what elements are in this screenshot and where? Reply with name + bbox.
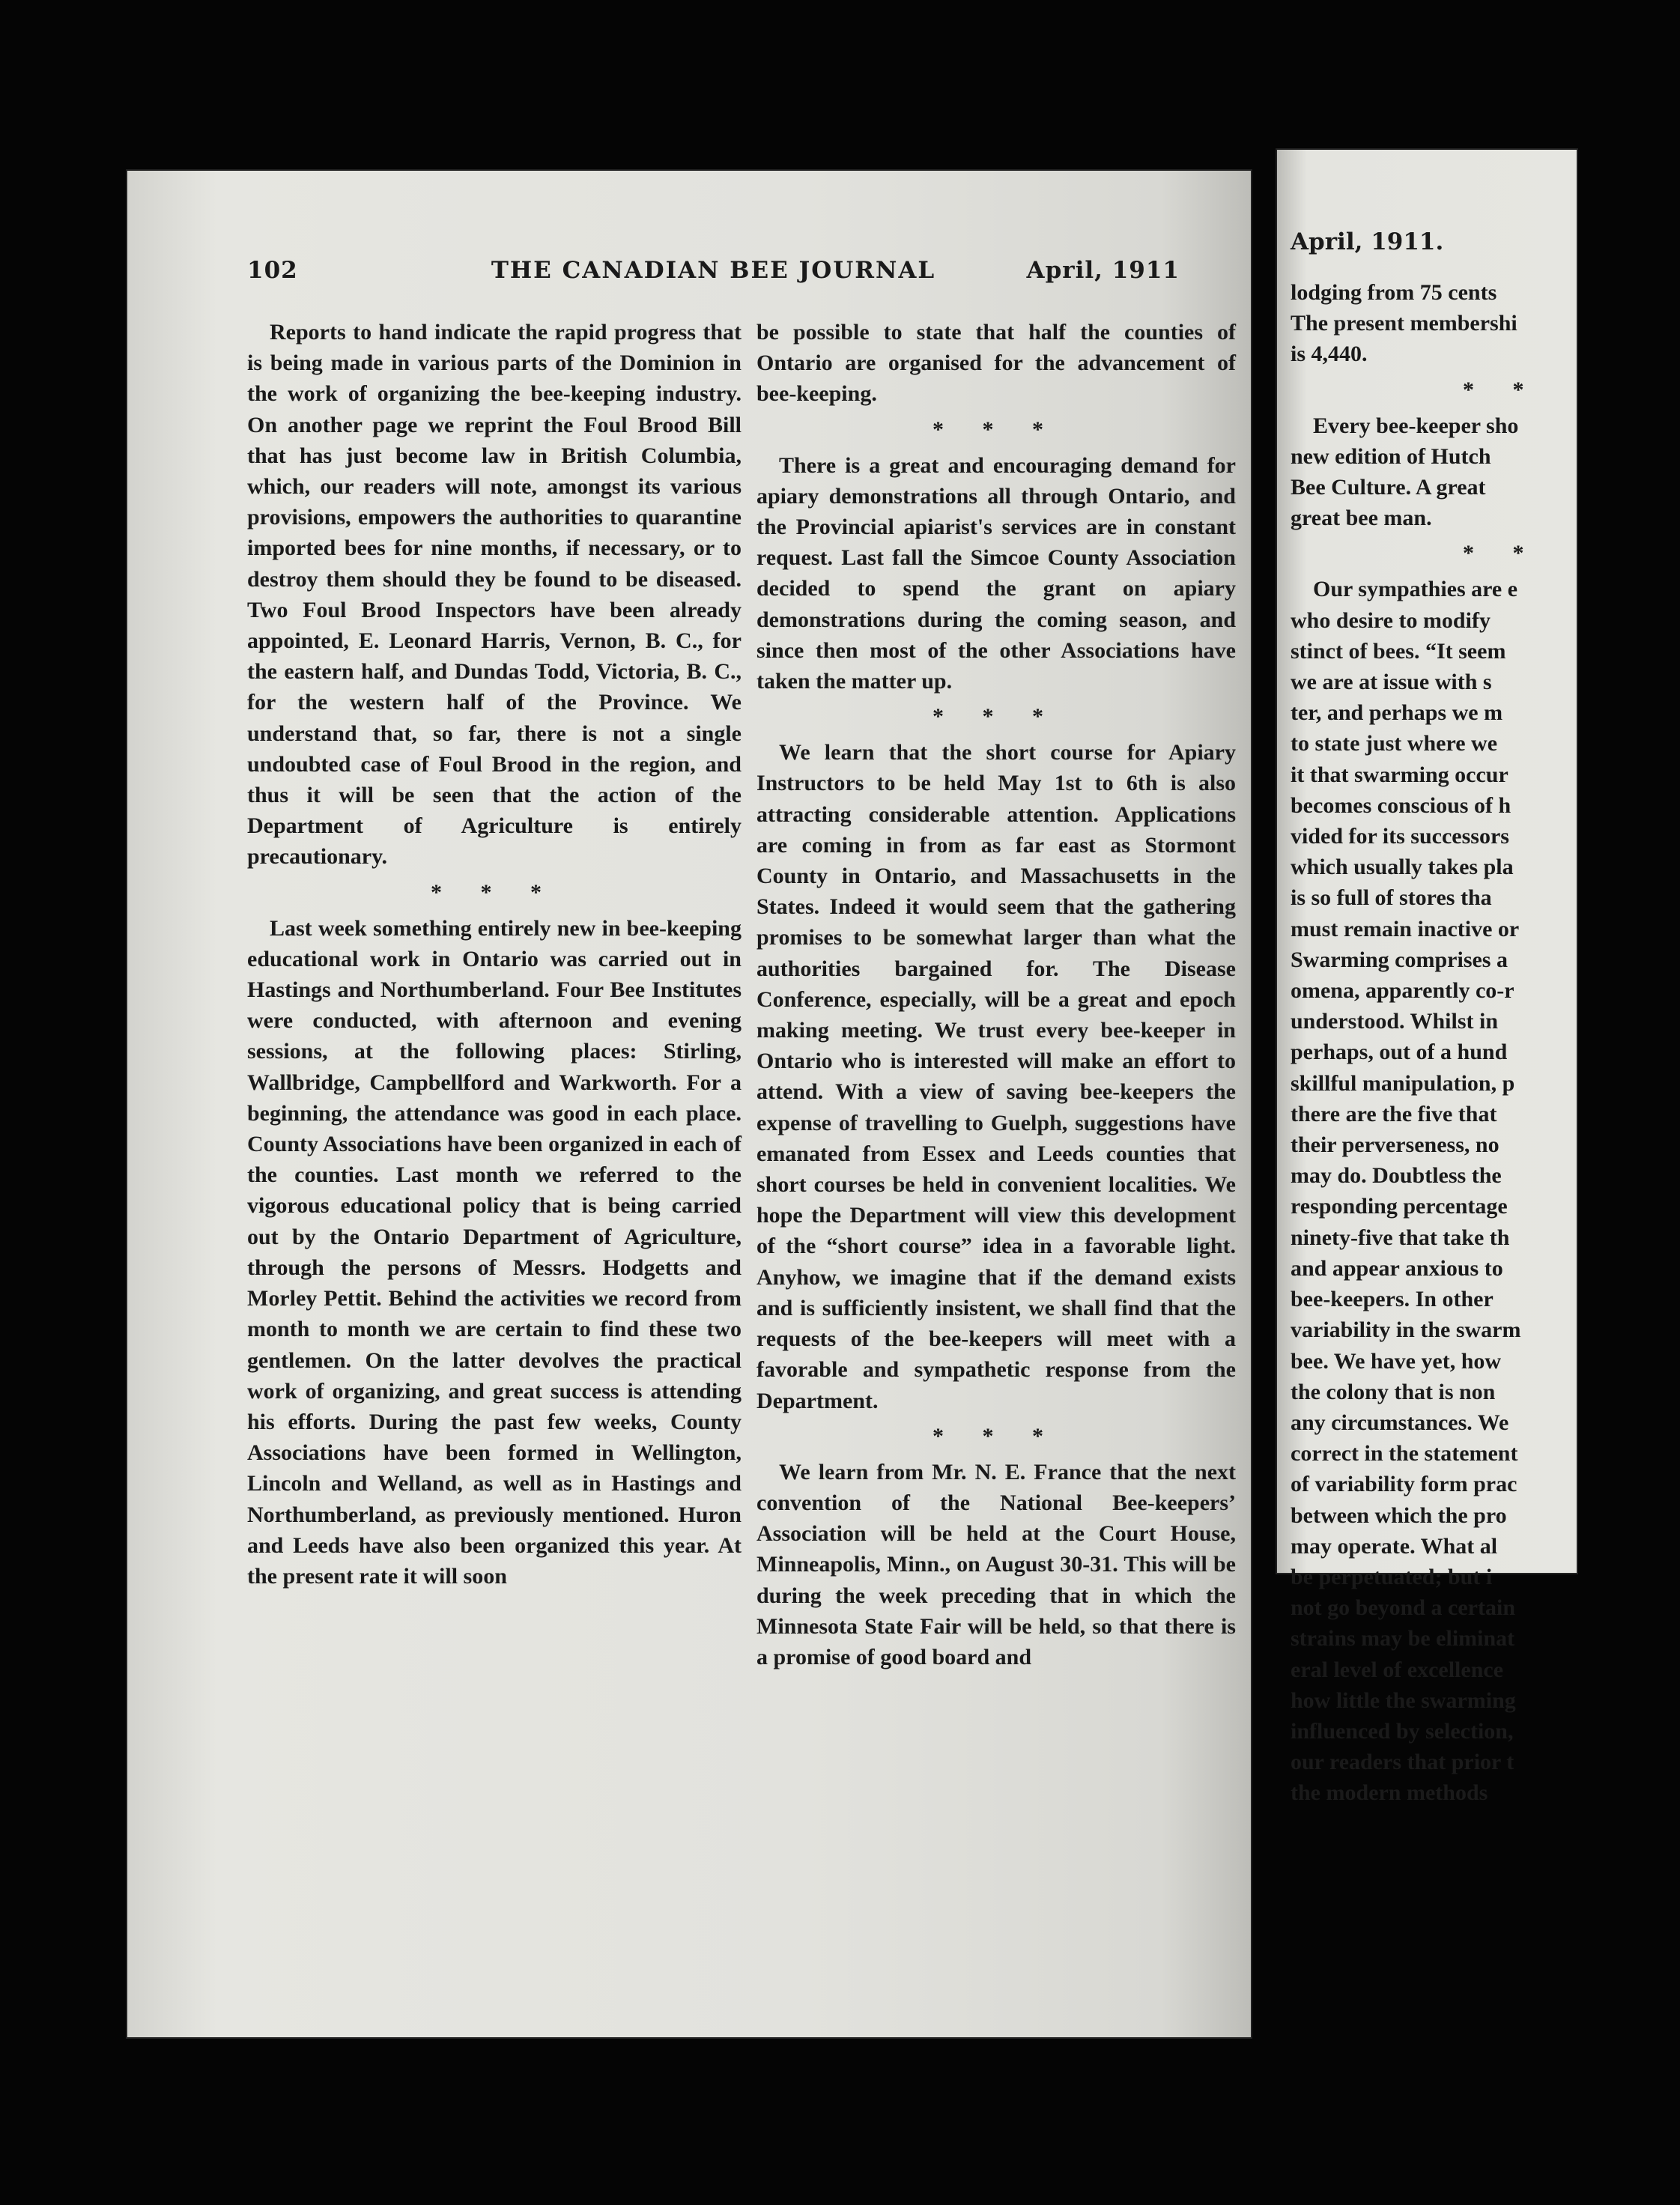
text-line: responding percentage xyxy=(1291,1194,1508,1219)
text-line: becomes conscious of h xyxy=(1291,792,1511,818)
article-paragraph: be possible to state that half the counties of Ontario are organised for the advancement of bee-keeping. xyxy=(756,320,1236,407)
text-line: ter, and perhaps we m xyxy=(1291,700,1503,726)
text-line: may operate. What al xyxy=(1291,1533,1498,1559)
right-page-column xyxy=(1291,277,1680,1809)
right-page-date: April, 1911. xyxy=(1291,228,1444,255)
text-line: great bee man. xyxy=(1291,506,1432,531)
text-line: to state just where we xyxy=(1291,731,1498,756)
text-line: variability in the swarm xyxy=(1291,1317,1521,1343)
section-separator: * * * xyxy=(431,879,558,905)
text-line: there are the five that xyxy=(1291,1101,1497,1126)
text-line: correct in the statement xyxy=(1291,1441,1518,1467)
text-line: skillful manipulation, p xyxy=(1291,1070,1515,1096)
text-line: we are at issue with s xyxy=(1291,670,1492,695)
section-separator: * * * xyxy=(933,1423,1060,1449)
page-header xyxy=(247,257,1180,294)
text-line: be perpetuated; but i xyxy=(1291,1564,1493,1589)
article-paragraph: We learn that the short course for Apiary Instructors to be held May 1st to 6th is also attracting considerable attention. Applications are coming in from as far east as Stormont County in Ontario, and Massachusetts in the States. Indeed it would seem that the gathering promises to be somewhat larger than what the authorities bargained for. The Disease Conference, especially, will be a great and epoch making meeting. We trust every bee-keeper in Ontario who is interested will make an effort to attend. With a view of saving bee-keepers the expense of travelling to Guelph, suggestions have emanated from Essex and Leeds counties that short courses be held in convenient localities. We hope the Department will view this development of the “short course” idea in a favorable light. Anyhow, we imagine that if the demand exists and is sufficiently insistent, we shall find that the requests of the bee-keepers will meet with a favorable and sympathetic response from the Department. xyxy=(756,740,1236,1413)
text-line: is 4,440. xyxy=(1291,342,1368,367)
text-line: the colony that is non xyxy=(1291,1379,1496,1404)
text-line: strains may be eliminat xyxy=(1291,1626,1515,1652)
text-line: The present membershi xyxy=(1291,311,1517,336)
text-line: Our sympathies are e xyxy=(1313,577,1518,602)
left-page xyxy=(127,171,1251,2037)
text-line: may do. Doubtless the xyxy=(1291,1163,1502,1189)
text-line: vided for its successors xyxy=(1291,824,1509,849)
text-line: lodging from 75 cents xyxy=(1291,280,1497,305)
column-2 xyxy=(756,317,1236,1672)
text-line: of variability form prac xyxy=(1291,1472,1517,1497)
text-line: understood. Whilst in xyxy=(1291,1009,1499,1034)
page-number: 102 xyxy=(247,257,298,284)
text-line: is so full of stores tha xyxy=(1291,885,1492,911)
text-line: it that swarming occur xyxy=(1291,762,1508,787)
text-line: between which the pro xyxy=(1291,1502,1507,1528)
text-line: influenced by selection, xyxy=(1291,1718,1514,1744)
section-separator: * * xyxy=(1463,377,1541,402)
text-line: Swarming comprises a xyxy=(1291,947,1508,972)
text-line: bee-keepers. In other xyxy=(1291,1287,1493,1312)
text-line: which usually takes pla xyxy=(1291,855,1514,880)
article-paragraph: We learn from Mr. N. E. France that the next convention of the National Bee-keepers’ Association will be held at the Court House, Minneapolis, Minn., on August 30-31. This will be during the week preceding that in which the Minnesota State Fair will be held, so that there is a promise of good board and xyxy=(756,1459,1236,1669)
text-line: any circumstances. We xyxy=(1291,1410,1509,1435)
text-line: Every bee-keeper sho xyxy=(1313,413,1519,438)
text-line: not go beyond a certain xyxy=(1291,1595,1515,1621)
text-line: the modern methods xyxy=(1291,1780,1488,1806)
section-separator: * * * xyxy=(933,416,1060,442)
text-line: eral level of excellence xyxy=(1291,1657,1504,1682)
article-paragraph: Last week something entirely new in bee-keeping educational work in Ontario was carried out in Hastings and Northumberland. Four Bee Institutes were conducted, with afternoon and evening sessions, at the following places: Stirling, Wallbridge, Campbellford and Warkworth. For a beginning, the attendance was good in each place. County Associations have been organized in each of the counties. Last month we referred to the vigorous educational policy that is being carried out by the Ontario Department of Agriculture, through the persons of Messrs. Hodgetts and Morley Pettit. Behind the activities we record from month to month we are certain to find these two gentlemen. On the latter devolves the practical work of organizing, and great success is attending his efforts. During the past few weeks, County Associations have been formed in Wellington, Lincoln and Welland, as well as in Hastings and Northumberland, as previously mentioned. Huron and Leeds have also been organized this year. At the present rate it will soon xyxy=(247,915,742,1589)
text-line: Bee Culture. A great xyxy=(1291,475,1486,500)
right-page xyxy=(1277,150,1577,1806)
text-line: new edition of Hutch xyxy=(1291,443,1491,469)
text-line: stinct of bees. “It seem xyxy=(1291,638,1506,664)
text-line: must remain inactive or xyxy=(1291,916,1520,941)
journal-title: THE CANADIAN BEE JOURNAL xyxy=(491,257,936,284)
text-line: ninety-five that take th xyxy=(1291,1225,1510,1250)
article-paragraph: Reports to hand indicate the rapid progress that is being made in various parts of the Dominion in the work of organizing the bee-keeping industry. On another page we reprint the Foul Brood Bill that has just become law in British Columbia, which, our readers will note, amongst its various provisions, empowers the authorities to quarantine imported bees for nine months, if necessary, or to destroy them should they be found to be diseased. Two Foul Brood Inspectors have been already appointed, E. Leonard Harris, Vernon, B. C., for the eastern half, and Dundas Todd, Victoria, B. C., for the western half of the Province. We understand that, so far, there is not a single undoubted case of Foul Brood in the region, and thus it will be seen that the action of the Department of Agriculture is entirely precautionary. xyxy=(247,320,742,870)
article-paragraph: There is a great and encouraging demand for apiary demonstrations all through Ontario, and the Provincial apiarist's services are in constant request. Last fall the Simcoe County Association decided to spend the grant on apiary demonstrations during the coming season, and since then most of the other Associations have taken the matter up. xyxy=(756,452,1236,694)
column-1 xyxy=(247,317,742,1592)
text-line: bee. We have yet, how xyxy=(1291,1348,1502,1374)
text-line: and appear anxious to xyxy=(1291,1255,1503,1281)
text-line: how little the swarming xyxy=(1291,1687,1516,1713)
text-line: omena, apparently co-r xyxy=(1291,978,1514,1004)
section-separator: * * xyxy=(1463,541,1541,566)
text-line: who desire to modify xyxy=(1291,607,1491,633)
text-line: our readers that prior t xyxy=(1291,1750,1514,1775)
section-separator: * * * xyxy=(933,704,1060,730)
text-line: their perverseness, no xyxy=(1291,1132,1499,1158)
text-line: perhaps, out of a hund xyxy=(1291,1040,1508,1065)
issue-date: April, 1911 xyxy=(1026,257,1180,284)
